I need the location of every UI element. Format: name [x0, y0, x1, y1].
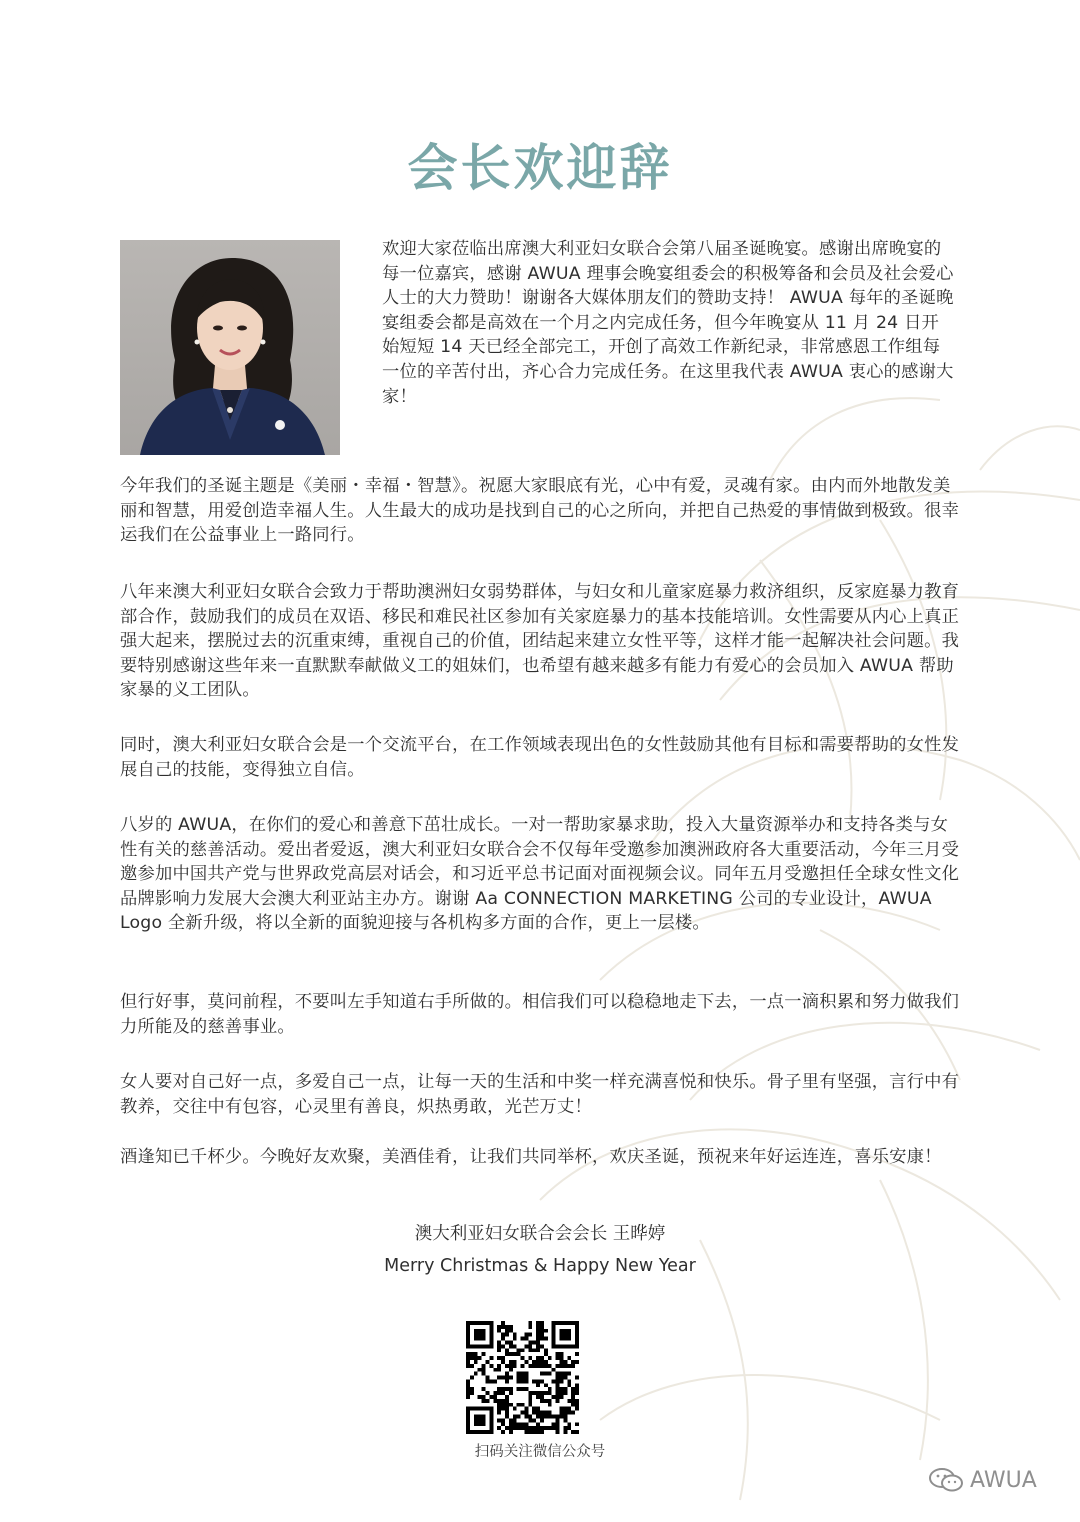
paragraph-growth: 八岁的 AWUA，在你们的爱心和善意下茁壮成长。一对一帮助家暴求助，投入大量资源举办和支持各类与女性有关的慈善活动。爱出者爱返，澳大利亚妇女联合会不仅每年受邀参加澳洲政府各大重要活动，今年三月受邀参加中国共产党与世界政党高层对话会，和习近平总书记面对面视频会议。同年五月受邀担任全球女性文化品牌影响力发展大会澳大利亚站主办方。谢谢 Aa CONNECTION MARKETING 公司的专业设计，AWUA Logo 全新升级，将以全新的面貌迎接与各机构多方面的合作，更上一层楼。	[120, 815, 960, 934]
watermark-text: AWUA	[970, 1467, 1037, 1493]
president-portrait	[120, 240, 340, 455]
qr-caption: 扫码关注微信公众号	[474, 1444, 606, 1460]
paragraph-history: 八年来澳大利亚妇女联合会致力于帮助澳洲妇女弱势群体，与妇女和儿童家庭暴力救济组织，反家庭暴力教育部合作，鼓励我们的成员在双语、移民和难民社区参加有关家庭暴力的基本技能培训。女性需要从内心上真正强大起来，摆脱过去的沉重束缚，重视自己的价值，团结起来建立女性平等，这样才能一起解决社会问题。我要特别感谢这些年来一直默默奉献做义工的姐妹们，也希望有越来越多有能力有爱心的会员加入 AWUA 帮助家暴的义工团队。	[120, 582, 960, 701]
paragraph-toast: 酒逢知已千杯少。今晚好友欢聚，美酒佳肴，让我们共同举杯，欢庆圣诞，预祝来年好运连连，喜乐安康！	[120, 1147, 942, 1167]
paragraph-platform: 同时，澳大利亚妇女联合会是一个交流平台，在工作领域表现出色的女性鼓励其他有目标和需要帮助的女性发展自己的技能，变得独立自信。	[120, 735, 960, 780]
paragraph-theme: 今年我们的圣诞主题是《美丽・幸福・智慧》。祝愿大家眼底有光，心中有爱，灵魂有家。由内而外地散发美丽和智慧，用爱创造幸福人生。人生最大的成功是找到自己的心之所向，并把自己热爱的事情做到极致。很幸运我们在公益事业上一路同行。	[120, 476, 960, 546]
wechat-qr-code[interactable]	[466, 1321, 579, 1434]
paragraph-women: 女人要对自己好一点，多爱自己一点，让每一天的生活和中奖一样充满喜悦和快乐。骨子里有坚强，言行中有教养，交往中有包容，心灵里有善良，炽热勇敢，光芒万丈！	[120, 1072, 960, 1117]
paragraph-charity: 但行好事，莫问前程，不要叫左手知道右手所做的。相信我们可以稳稳地走下去，一点一滴积累和努力做我们力所能及的慈善事业。	[120, 992, 960, 1037]
wechat-icon	[928, 1467, 964, 1493]
page-title: 会长欢迎辞	[407, 139, 673, 197]
signature-greeting: Merry Christmas & Happy New Year	[384, 1256, 696, 1276]
watermark	[928, 1465, 1037, 1495]
signature-name: 澳大利亚妇女联合会会长 王晔婷	[414, 1224, 666, 1244]
intro-paragraph: 欢迎大家莅临出席澳大利亚妇女联合会第八届圣诞晚宴。感谢出席晚宴的每一位嘉宾，感谢 AWUA 理事会晚宴组委会的积极筹备和会员及社会爱心人士的大力赞助！谢谢各大媒体朋友们的赞助支持！ AWUA 每年的圣诞晚宴组委会都是高效在一个月之内完成任务，但今年晚宴从 11 月 24 日开始短短 14 天已经全部完工，开创了高效工作新纪录，非常感恩工作组每一位的辛苦付出，齐心合力完成任务。在这里我代表 AWUA 衷心的感谢大家！	[382, 239, 954, 407]
